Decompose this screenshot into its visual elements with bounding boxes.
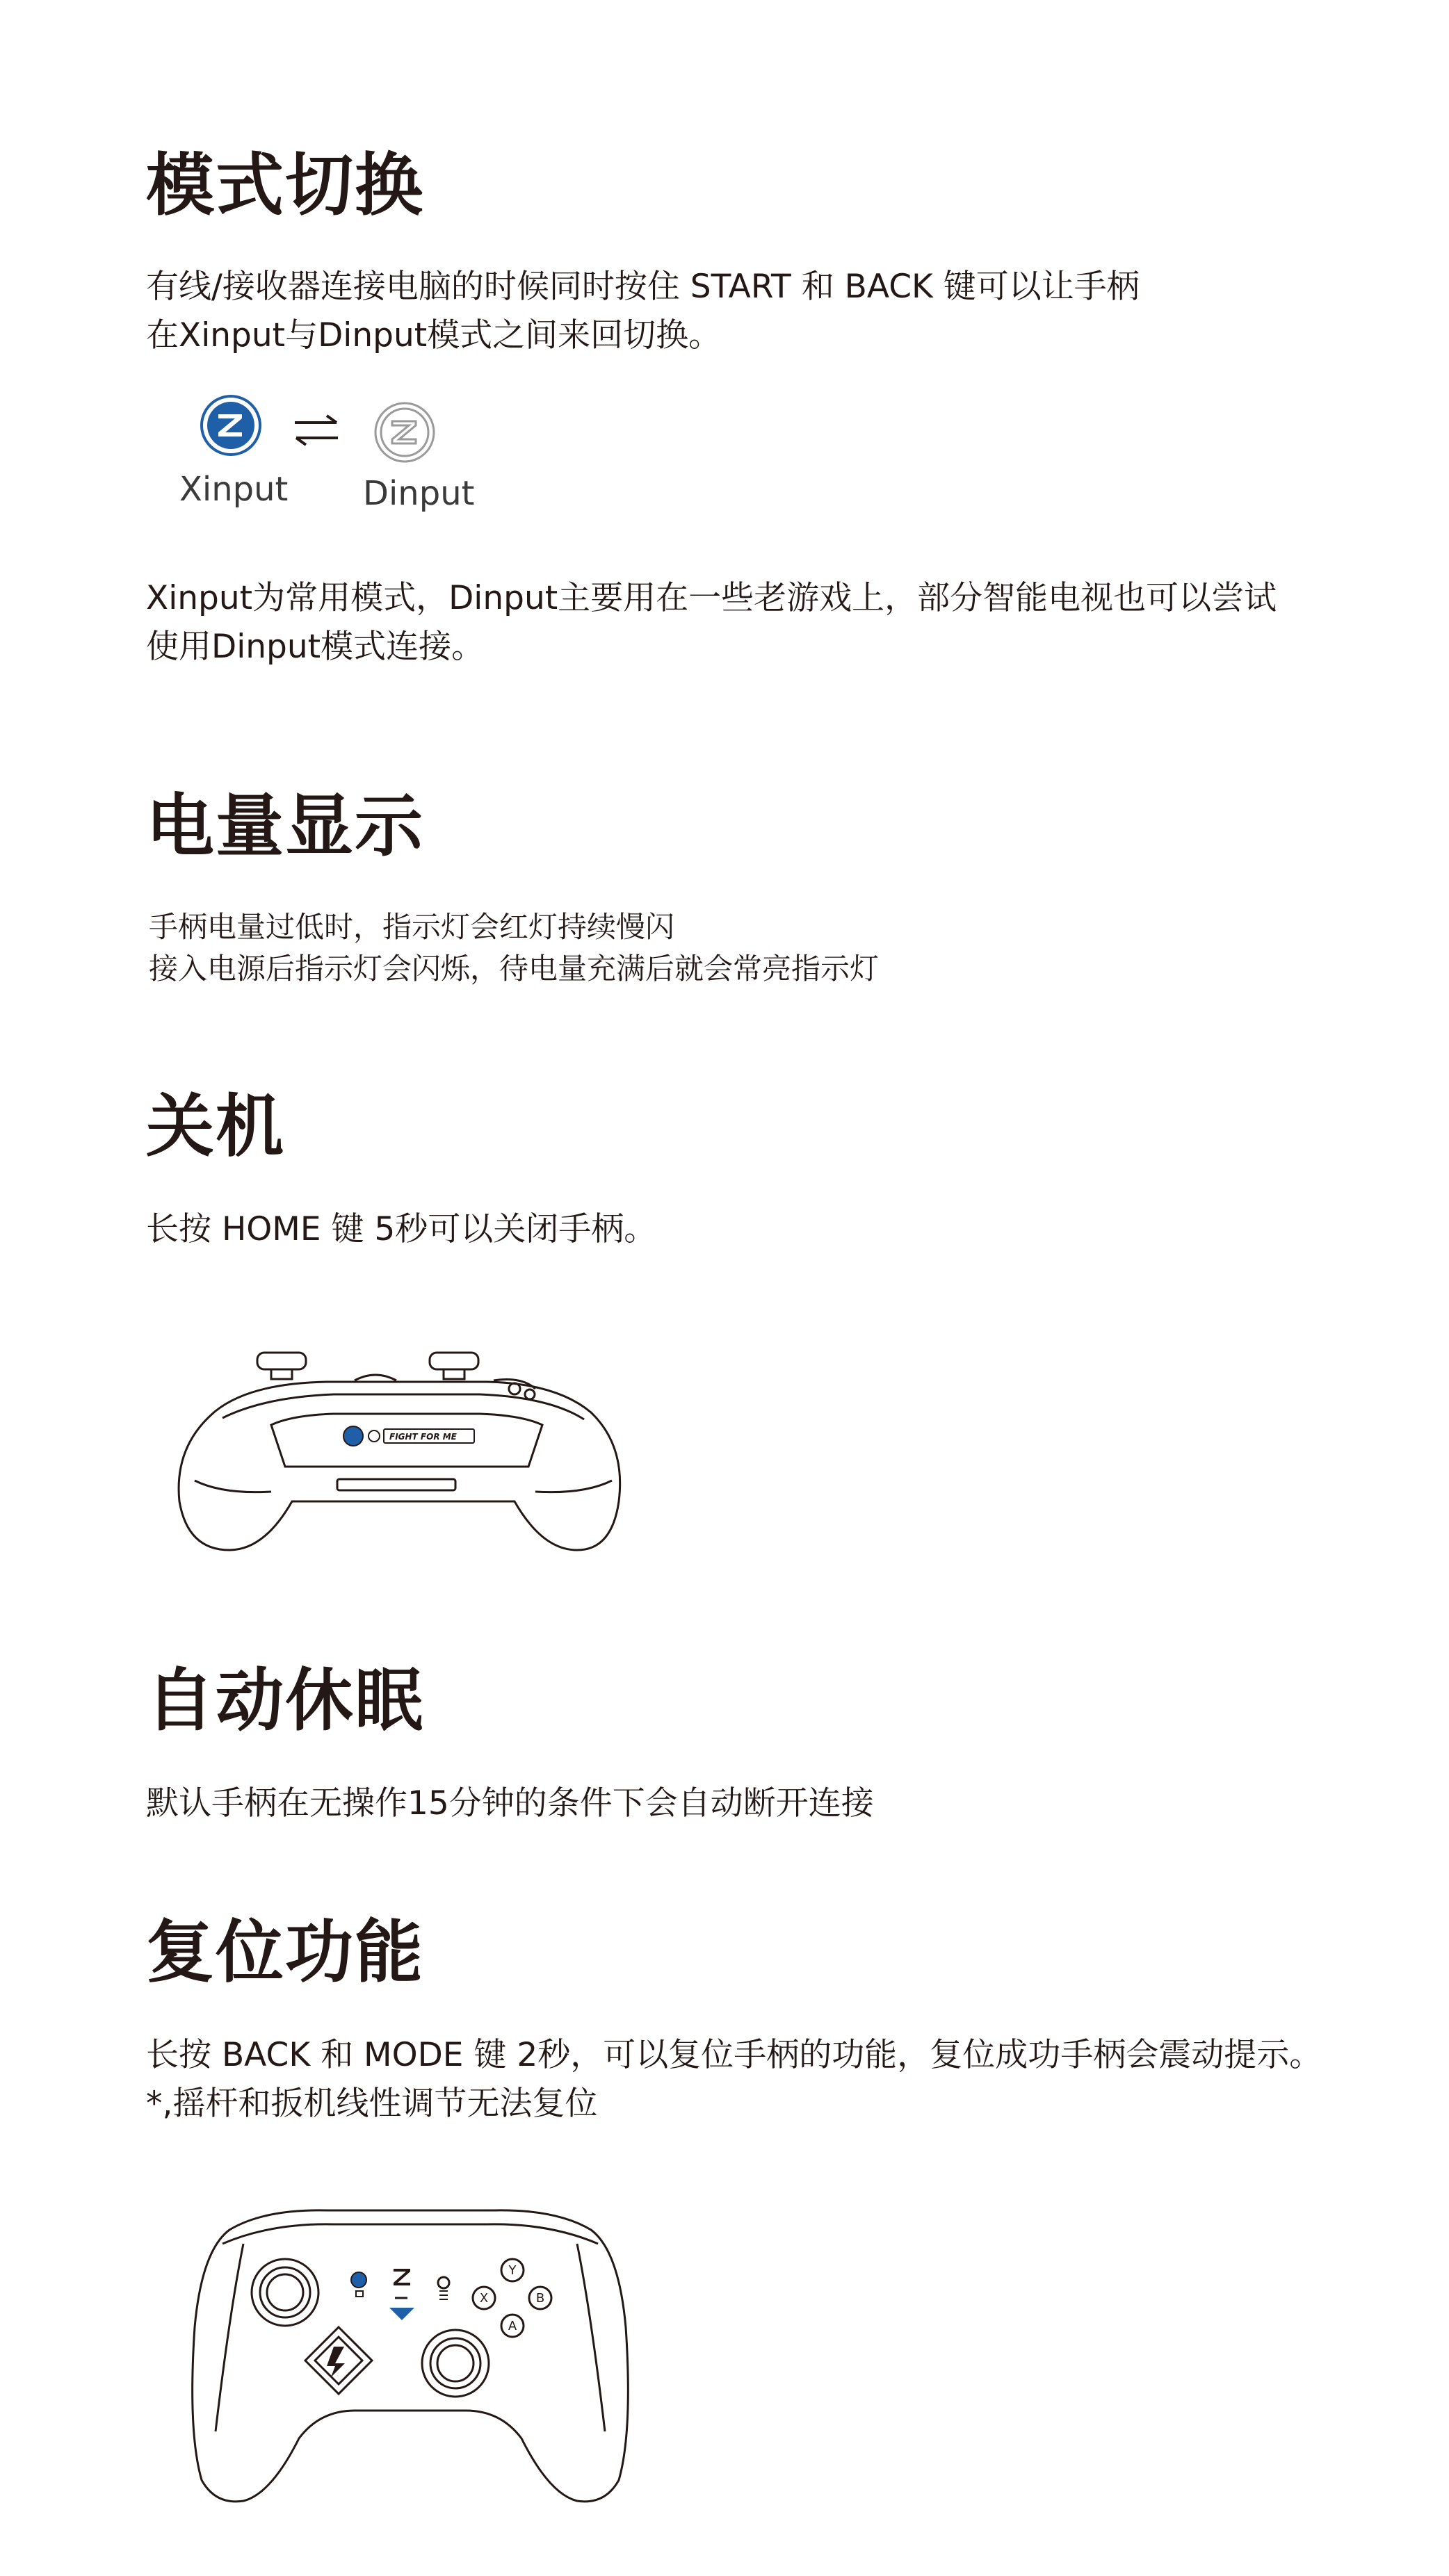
controller-brand-text: FIGHT FOR ME	[389, 1432, 457, 1442]
section-title-battery: 电量显示	[146, 787, 425, 866]
button-x-label: X	[479, 2291, 489, 2306]
controller-front-view-illustration	[174, 2202, 647, 2508]
auto-sleep-text: 默认手柄在无操作15分钟的条件下会自动断开连接	[146, 1784, 874, 1823]
button-b-label: B	[535, 2291, 545, 2306]
battery-text-line1: 手柄电量过低时，指示灯会红灯持续慢闪	[149, 910, 675, 944]
mode-switch-text-line2: 在Xinput与Dinput模式之间来回切换。	[146, 316, 722, 354]
dinput-label: Dinput	[363, 474, 475, 513]
reset-text-line1: 长按 BACK 和 MODE 键 2秒，可以复位手柄的功能，复位成功手柄会震动提示。	[146, 2036, 1322, 2074]
reset-text-line2: *,摇杆和扳机线性调节无法复位	[146, 2085, 598, 2123]
controller-top-view-illustration	[167, 1348, 640, 1557]
xinput-label: Xinput	[179, 470, 289, 509]
button-a-label: A	[508, 2319, 517, 2333]
section-title-auto-sleep: 自动休眠	[146, 1661, 425, 1741]
button-y-label: Y	[508, 2263, 517, 2278]
switch-arrows-icon	[292, 413, 341, 448]
dinput-logo-icon	[373, 400, 437, 464]
section-title-power-off: 关机	[146, 1087, 286, 1166]
battery-text-line2: 接入电源后指示灯会闪烁，待电量充满后就会常亮指示灯	[149, 952, 880, 986]
mode-note-line2: 使用Dinput模式连接。	[146, 628, 485, 666]
power-off-text: 长按 HOME 键 5秒可以关闭手柄。	[146, 1210, 657, 1248]
section-title-mode-switch: 模式切换	[146, 146, 425, 225]
xinput-logo-icon	[199, 393, 263, 457]
mode-switch-text-line1: 有线/接收器连接电脑的时候同时按住 START 和 BACK 键可以让手柄	[146, 268, 1140, 306]
mode-note-line1: Xinput为常用模式，Dinput主要用在一些老游戏上，部分智能电视也可以尝试	[146, 579, 1277, 617]
section-title-reset: 复位功能	[146, 1913, 425, 1992]
